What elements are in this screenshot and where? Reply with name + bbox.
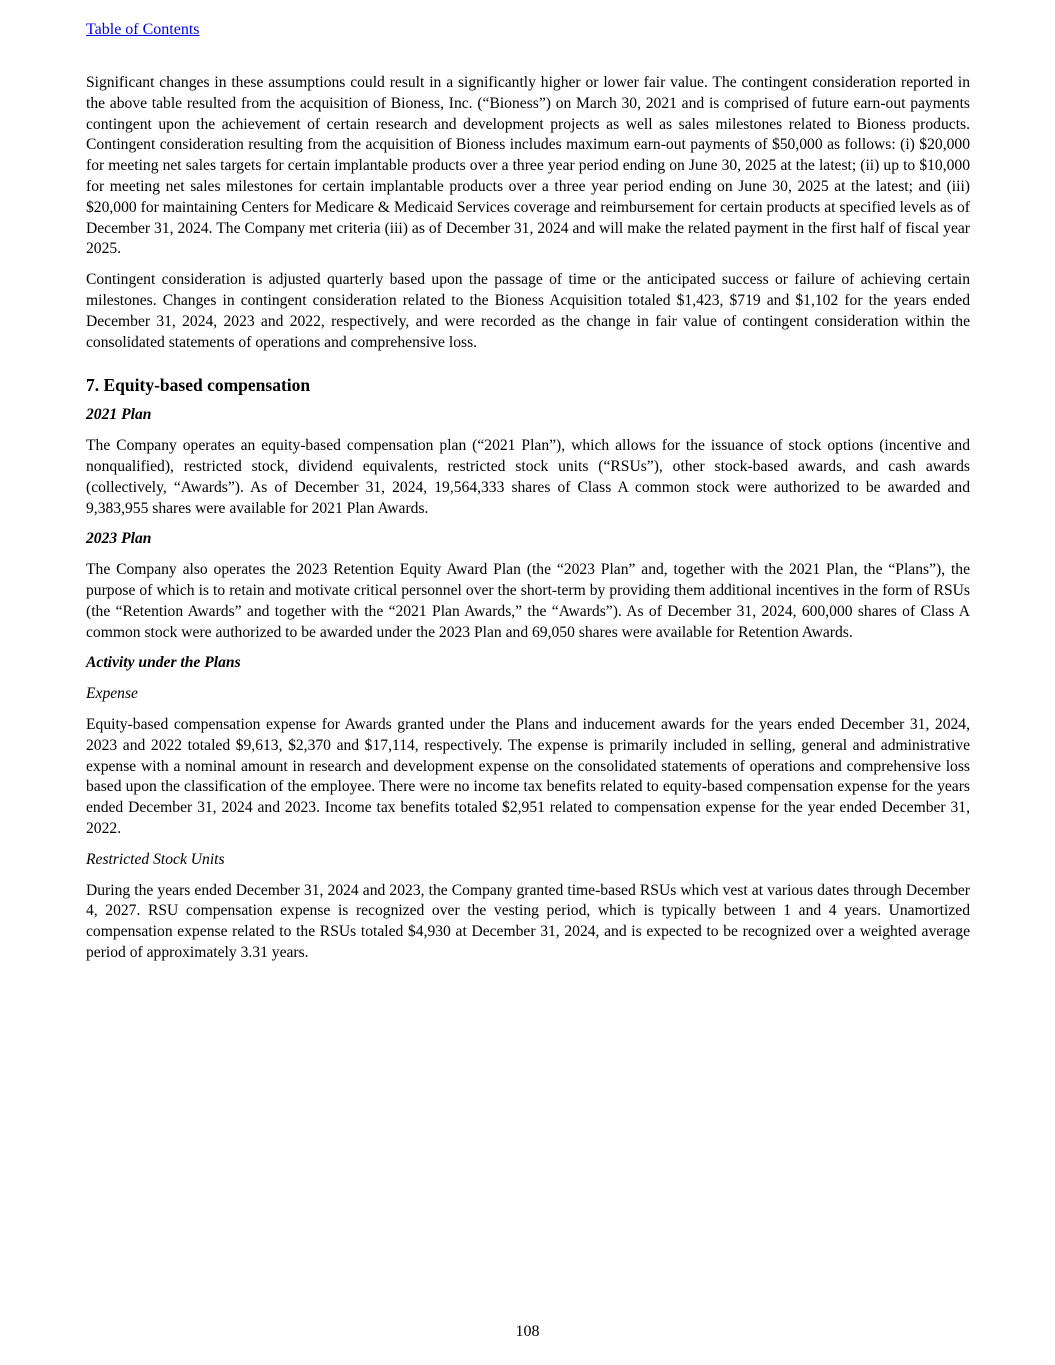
page-number: 108 [515,1323,540,1340]
rsu-paragraph: During the years ended December 31, 2024 and 2023, the Company granted time-based RSUs which vest at various dates through December 4, 2027. RSU compensation expense is recognized over the vesting period, which is typically between 1 and 4 years. Unamortized compensation expense related to the RSUs totaled $4,930 at December 31, 2024, and is expected to be recognized over a weighted average period of approximately 3.31 years. [86,881,970,961]
contingent-adjustment-paragraph: Contingent consideration is adjusted quarterly based upon the passage of time or the anticipated success or failure of achieving certain milestones. Changes in contingent consideration related to the Bioness Acquisition totaled $1,423, $719 and $1,102 for the years ended December 31, 2024, 2023 and 2022, respectively, and were recorded as the change in fair value of contingent consideration within the consolidated statements of operations and comprehensive loss. [86,271,970,351]
subheading-activity-under-plans: Activity under the Plans [86,654,241,672]
subheading-expense: Expense [86,685,138,703]
subheading-restricted-stock-units: Restricted Stock Units [86,850,225,868]
expense-paragraph: Equity-based compensation expense for Awards granted under the Plans and inducement awards for the years ended December 31, 2024, 2023 and 2022 totaled $9,613, $2,370 and $17,114, respectively. The expense is primarily included in selling, general and administrative expense with a nominal amount in research and development expense on the consolidated statements of operations and comprehensive loss based upon the classification of the employee. There were no income tax benefits related to equity-based compensation expense for the years ended December 31, 2024 and 2023. Income tax benefits totaled $2,951 related to compensation expense for the year ended December 31, 2022. [86,715,970,837]
subheading-2023-plan: 2023 Plan [86,530,152,548]
plan-2021-paragraph: The Company operates an equity-based compensation plan (“2021 Plan”), which allows for the issuance of stock options (incentive and nonqualified), restricted stock, dividend equivalents, restricted stock units (“RSUs”), other stock-based awards, and cash awards (collectively, “Awards”). As of December 31, 2024, 19,564,333 shares of Class A common stock were authorized to be awarded and 9,383,955 shares were available for 2021 Plan Awards. [86,437,970,517]
table-of-contents-link[interactable]: Table of Contents [86,21,200,38]
contingent-consideration-paragraph: Significant changes in these assumptions could result in a significantly higher or lower fair value. The contingent consideration reported in the above table resulted from the acquisition of Bioness, Inc. (“Bioness”) on March 30, 2021 and is comprised of future earn-out payments contingent upon the achievement of certain research and development projects as well as sales milestones related to Bioness products. Contingent consideration resulting from the acquisition of Bioness includes maximum earn-out payments of $50,000 as follows: (i) $20,000 for meeting net sales targets for certain implantable products over a three year period ending on June 30, 2025 at the latest; (ii) up to $10,000 for meeting net sales milestones for certain implantable products over a three year period ending on June 30, 2025 at the latest; and (iii) $20,000 for maintaining Centers for Medicare & Medicaid Services coverage and reimbursement for certain products at specified levels as of December 31, 2024. The Company met criteria (iii) as of December 31, 2024 and will make the related payment in the first half of fiscal year 2025. [86,74,970,258]
plan-2023-paragraph: The Company also operates the 2023 Retention Equity Award Plan (the “2023 Plan” and, together with the 2021 Plan, the “Plans”), the purpose of which is to retain and motivate critical personnel over the short-term by providing them additional incentives in the form of RSUs (the “Retention Awards” and together with the “2021 Plan Awards,” the “Awards”). As of December 31, 2024, 600,000 shares of Class A common stock were authorized to be awarded under the 2023 Plan and 69,050 shares were available for Retention Awards. [86,561,970,641]
section-heading-equity-compensation: 7. Equity-based compensation [86,375,311,396]
document-body [86,73,970,974]
subheading-2021-plan: 2021 Plan [86,406,152,424]
